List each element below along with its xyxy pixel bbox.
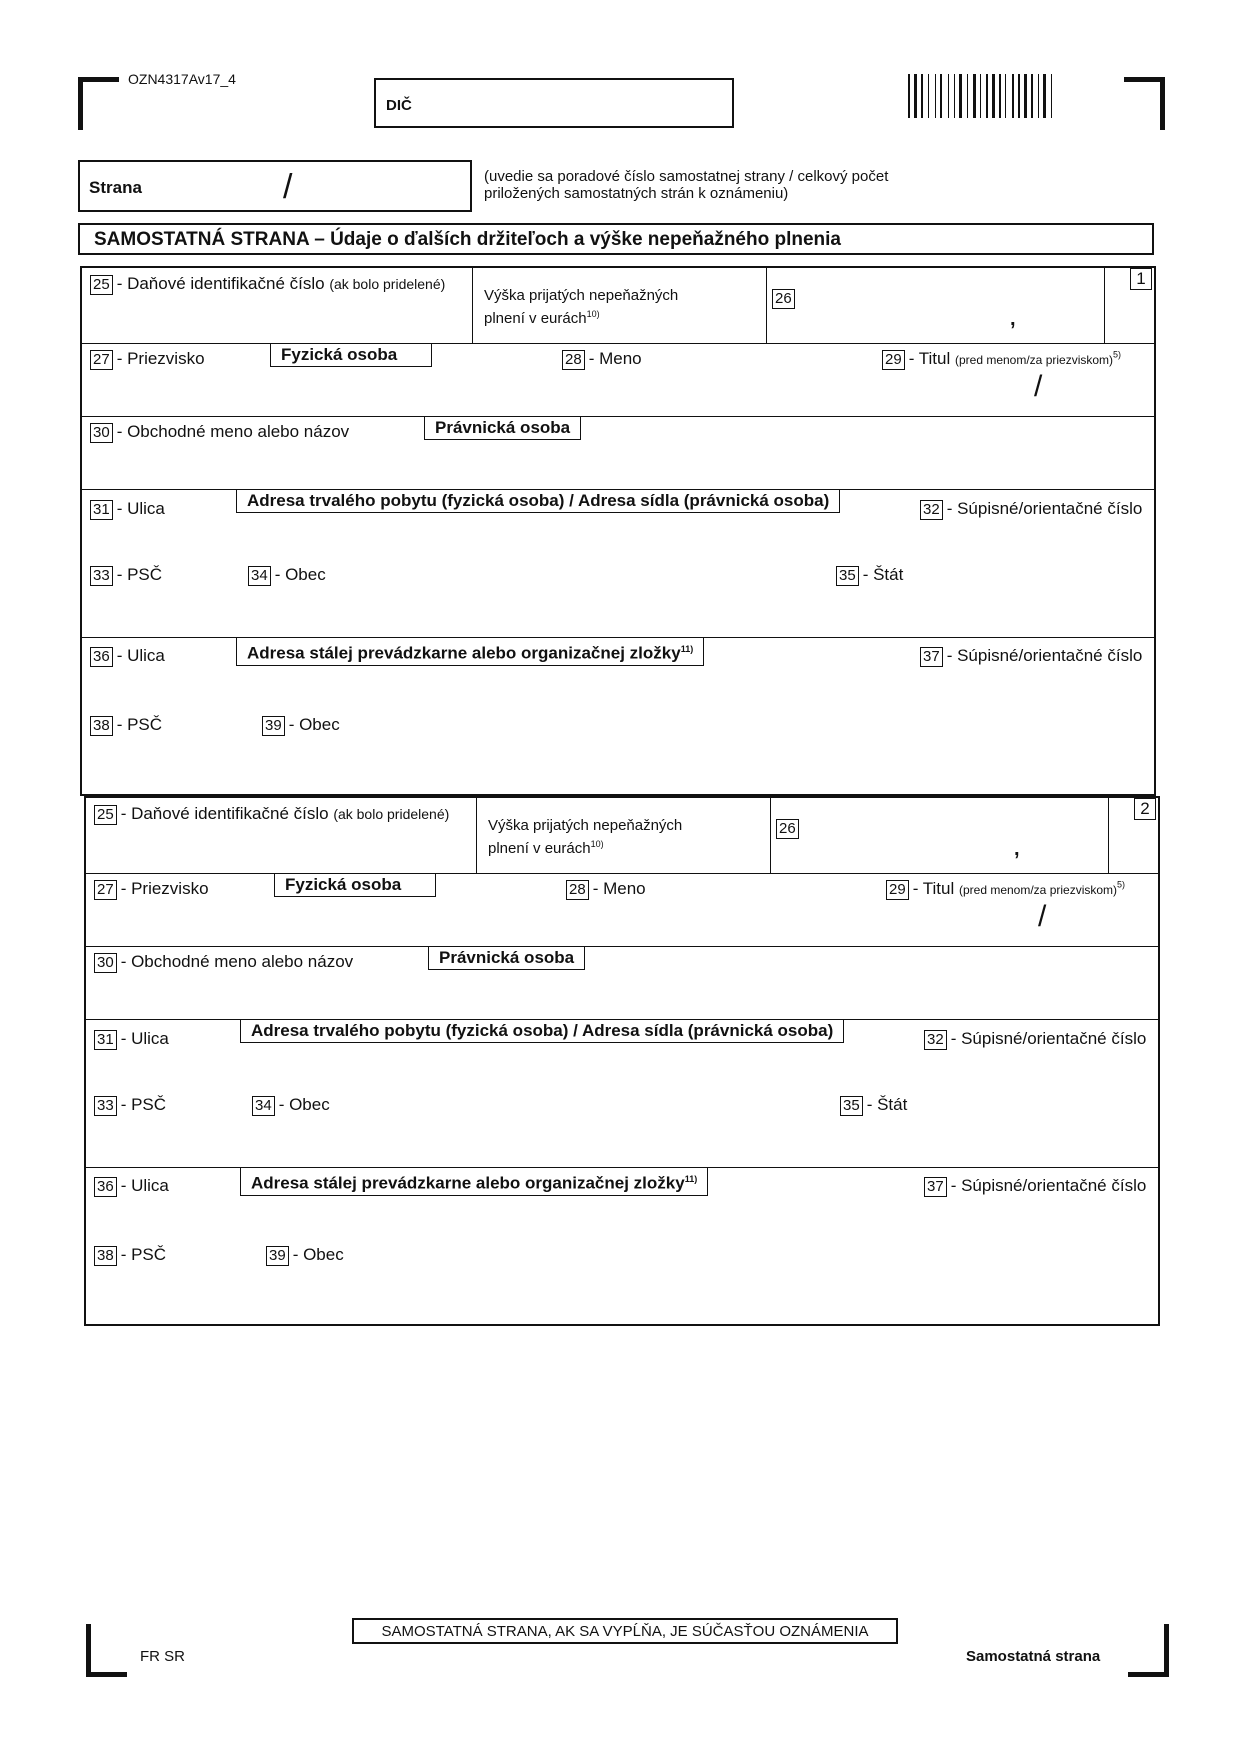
form-code: OZN4317Av17_4 [128,71,236,87]
field-36-label: 36 - Ulica [94,1176,169,1197]
field-38-label: 38 - PSČ [90,715,162,736]
decimal-comma: , [1014,838,1020,860]
field-30-label: 30 - Obchodné meno alebo názov [94,952,353,973]
field-39-label: 39 - Obec [262,715,340,736]
fyzicka-osoba-tag: Fyzická osoba [270,344,432,367]
crop-mark-top-left [78,77,119,130]
crop-mark-bottom-left [86,1624,127,1677]
footer-notice [352,1618,898,1644]
dic-label: DIČ [386,97,412,114]
field-34-label: 34 - Obec [252,1095,330,1116]
prevadzka-tag: Adresa stálej prevádzkarne alebo organizačnej zložky$^{11)}$ [236,638,704,666]
section-title-bar [78,223,1154,255]
fyzicka-osoba-tag: Fyzická osoba [274,874,436,897]
field-36-label: 36 - Ulica [90,646,165,667]
holder-block-2 [84,796,1160,1326]
field-29-label: 29 - Titul (pred menom/za priezviskom)$^{5)}$ [886,879,1125,900]
footer-notice-text: SAMOSTATNÁ STRANA, AK SA VYPĹŇA, JE SÚČASŤOU OZNÁMENIA [381,1623,869,1640]
field-35-label: 35 - Štát [840,1095,907,1116]
field-37-label: 37 - Súpisné/orientačné číslo [924,1176,1146,1197]
vyska-label: Výška prijatých nepeňažných plnení v eurách$^{10)}$ [488,817,683,857]
block-index: 2 [1134,798,1156,820]
strana-slash: / [283,168,293,206]
pravnicka-osoba-tag: Právnická osoba [424,417,581,440]
barcode [908,74,1092,118]
adresa-tag: Adresa trvalého pobytu (fyzická osoba) / Adresa sídla (právnická osoba) [240,1020,844,1043]
field-31-label: 31 - Ulica [94,1029,169,1050]
field-28-label: 28 - Meno [566,879,646,900]
field-32-label: 32 - Súpisné/orientačné číslo [924,1029,1146,1050]
field-33-label: 33 - PSČ [94,1095,166,1116]
dic-field[interactable] [374,78,734,128]
field-26-label: 26 [776,818,803,839]
field-30-label: 30 - Obchodné meno alebo názov [90,422,349,443]
field-38-label: 38 - PSČ [94,1245,166,1266]
field-31-label: 31 - Ulica [90,499,165,520]
footer-left-text: FR SR [140,1648,185,1665]
field-32-label: 32 - Súpisné/orientačné číslo [920,499,1142,520]
crop-mark-top-right [1124,77,1165,130]
field-26-label: 26 [772,288,799,309]
strana-field[interactable] [78,160,472,212]
adresa-tag: Adresa trvalého pobytu (fyzická osoba) / Adresa sídla (právnická osoba) [236,490,840,513]
decimal-comma: , [1010,308,1016,330]
titul-slash: / [1034,370,1043,403]
section-title: SAMOSTATNÁ STRANA – Údaje o ďalších držiteľoch a výške nepeňažného plnenia [94,229,841,250]
crop-mark-bottom-right [1128,1624,1169,1677]
prevadzka-tag: Adresa stálej prevádzkarne alebo organizačnej zložky$^{11)}$ [240,1168,708,1196]
field-28-label: 28 - Meno [562,349,642,370]
field-37-label: 37 - Súpisné/orientačné číslo [920,646,1142,667]
holder-block-1 [80,266,1156,796]
field-34-label: 34 - Obec [248,565,326,586]
block-index: 1 [1130,268,1152,290]
vyska-label: Výška prijatých nepeňažných plnení v eurách$^{10)}$ [484,287,679,327]
field-25-label: 25 - Daňové identifikačné číslo (ak bolo pridelené) [94,804,449,825]
titul-slash: / [1038,900,1047,933]
pravnicka-osoba-tag: Právnická osoba [428,947,585,970]
field-39-label: 39 - Obec [266,1245,344,1266]
field-27-label: 27 - Priezvisko [90,349,205,370]
field-29-label: 29 - Titul (pred menom/za priezviskom)$^{5)}$ [882,349,1121,370]
strana-note: (uvedie sa poradové číslo samostatnej strany / celkový počet priložených samostatných strán k oznámeniu) [484,168,889,202]
footer-right-text: Samostatná strana [966,1648,1101,1665]
field-27-label: 27 - Priezvisko [94,879,209,900]
field-25-label: 25 - Daňové identifikačné číslo (ak bolo pridelené) [90,274,445,295]
strana-label: Strana [89,178,142,197]
field-35-label: 35 - Štát [836,565,903,586]
field-33-label: 33 - PSČ [90,565,162,586]
